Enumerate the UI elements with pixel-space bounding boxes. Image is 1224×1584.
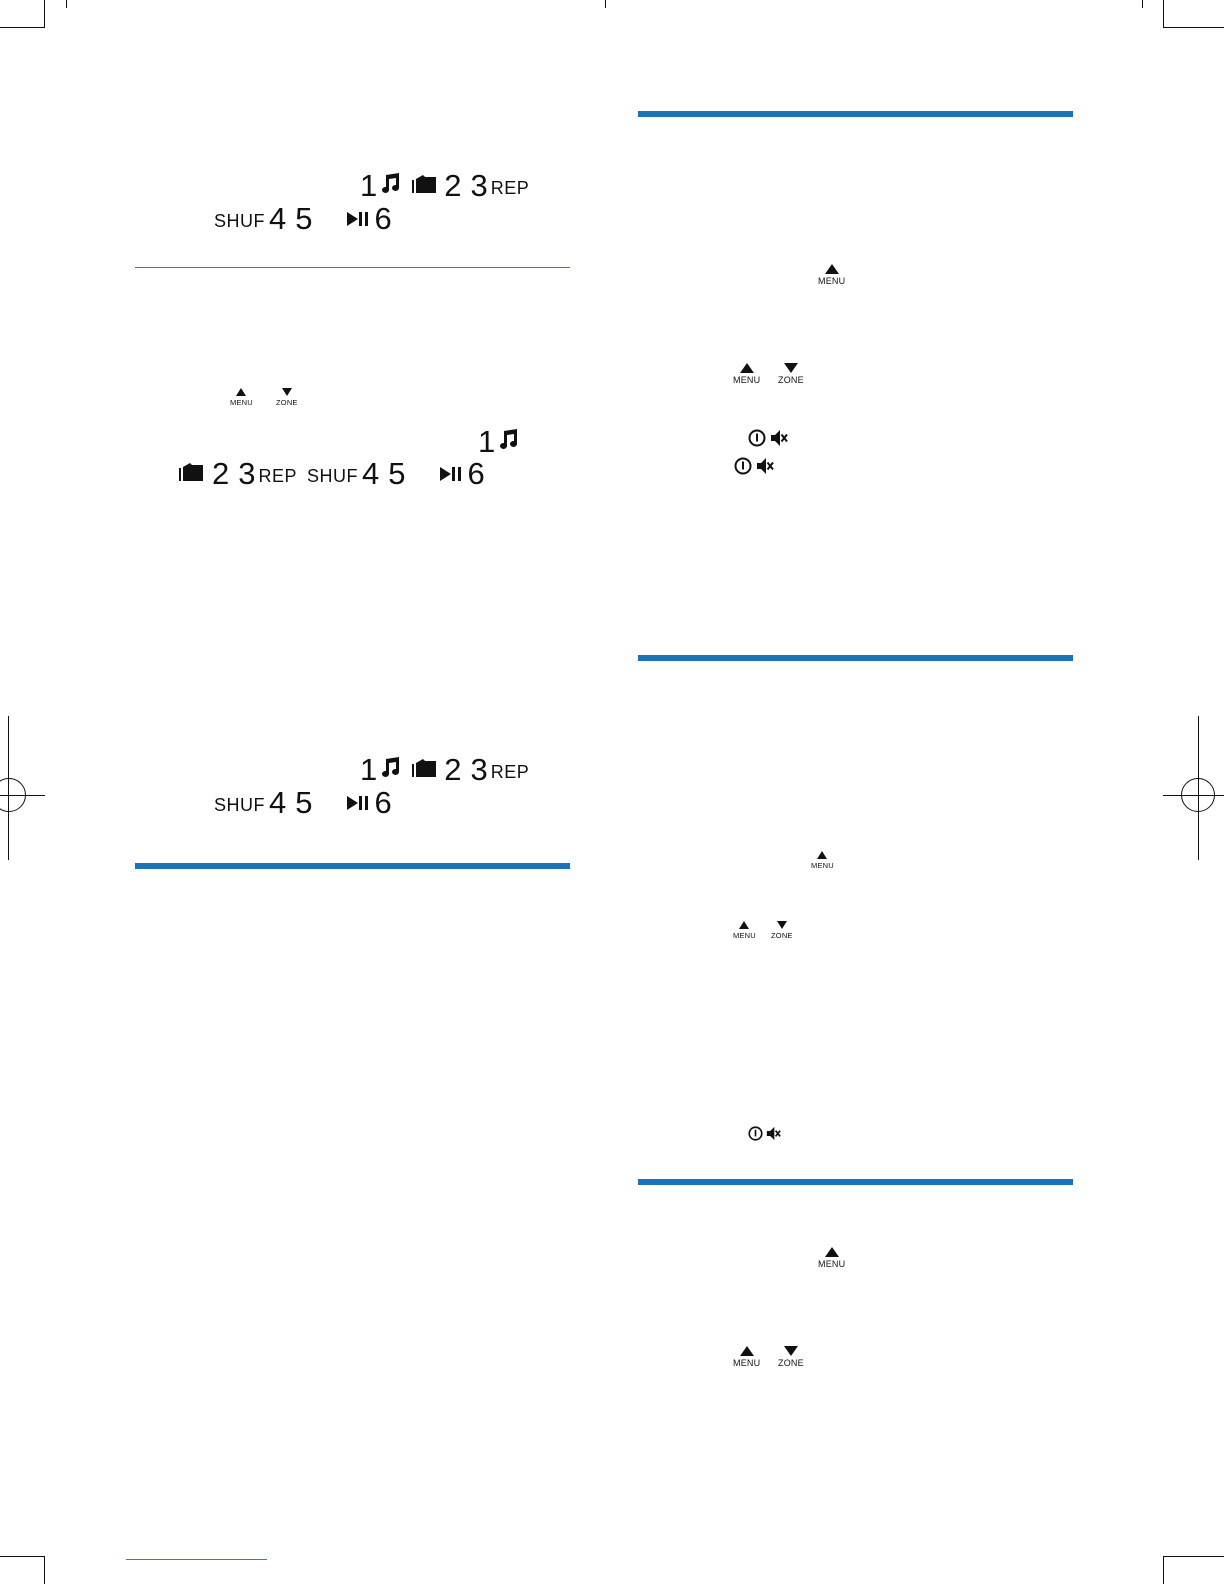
lcd-digit: 6: [467, 456, 486, 491]
menu-key-label: MENU: [733, 375, 761, 385]
lcd-digit: 3: [238, 456, 257, 491]
lcd-display-row: [478, 426, 519, 457]
registration-mark: [1181, 778, 1215, 812]
lcd-digit: 1: [360, 752, 379, 787]
power-mute-key: [748, 1126, 781, 1141]
crop-mark: [0, 27, 45, 28]
lcd-digit: 6: [374, 201, 393, 236]
down-arrow-icon: [784, 363, 798, 373]
section-divider: [638, 655, 1073, 661]
lcd-digit: 5: [295, 201, 314, 236]
crop-mark: [44, 0, 45, 28]
zone-key: [276, 388, 298, 407]
menu-key-label: MENU: [230, 398, 253, 407]
lcd-display-row: [214, 203, 393, 234]
lcd-digit: 5: [388, 456, 407, 491]
folder-icon: [411, 174, 437, 198]
section-divider: [638, 111, 1073, 117]
folder-icon: [178, 462, 204, 486]
up-arrow-icon: [817, 851, 827, 859]
folder-icon: [411, 758, 437, 782]
lcd-digit: 4: [269, 785, 288, 820]
menu-key-label: MENU: [733, 1358, 761, 1368]
section-divider: [135, 863, 570, 869]
music-note-icon: [381, 172, 401, 198]
repeat-indicator: REP: [258, 466, 298, 486]
lcd-display-row: [214, 787, 393, 818]
lcd-digit: 1: [360, 168, 379, 203]
zone-key: [778, 363, 804, 385]
lcd-digit: 3: [470, 168, 489, 203]
zone-key-label: ZONE: [778, 1358, 804, 1368]
mute-icon: [770, 429, 788, 447]
play-pause-icon: [346, 795, 372, 815]
lcd-digit: 4: [269, 201, 288, 236]
section-divider: [638, 1179, 1073, 1185]
up-arrow-icon: [825, 1247, 839, 1257]
menu-key: [811, 851, 834, 870]
down-arrow-icon: [777, 921, 787, 929]
lcd-display-row: [360, 170, 529, 201]
section-divider: [135, 267, 570, 268]
crop-mark: [605, 0, 606, 8]
menu-key: [733, 1346, 760, 1368]
lcd-digit: 2: [444, 168, 463, 203]
lcd-digit: 1: [478, 424, 497, 459]
mute-icon: [766, 1126, 781, 1141]
crop-mark: [44, 1556, 45, 1584]
power-icon: [748, 429, 766, 447]
crop-mark: [1142, 0, 1143, 8]
play-pause-icon: [346, 211, 372, 231]
play-pause-icon: [439, 466, 465, 486]
menu-key-label: MENU: [818, 1259, 846, 1269]
menu-key: [818, 264, 845, 286]
mute-icon: [756, 457, 774, 475]
zone-key: [778, 1346, 804, 1368]
shuffle-indicator: SHUF: [214, 795, 265, 815]
zone-key-label: ZONE: [771, 931, 793, 940]
zone-key-label: ZONE: [778, 375, 804, 385]
lcd-digit: 5: [295, 785, 314, 820]
repeat-indicator: REP: [490, 178, 530, 198]
power-icon: [748, 1126, 763, 1141]
down-arrow-icon: [282, 388, 292, 396]
zone-key: [771, 921, 793, 940]
shuffle-indicator: SHUF: [307, 466, 359, 486]
crop-mark: [66, 0, 67, 8]
down-arrow-icon: [784, 1346, 798, 1356]
lcd-display-row: [360, 754, 529, 785]
menu-key: [733, 363, 760, 385]
power-icon: [734, 457, 752, 475]
music-note-icon: [381, 756, 401, 782]
registration-mark: [0, 778, 26, 812]
crop-mark: [1163, 1556, 1224, 1557]
menu-key-label: MENU: [811, 861, 834, 870]
crop-mark: [1163, 0, 1164, 28]
repeat-indicator: REP: [490, 762, 530, 782]
up-arrow-icon: [740, 1346, 754, 1356]
zone-key-label: ZONE: [276, 398, 298, 407]
up-arrow-icon: [740, 363, 754, 373]
up-arrow-icon: [739, 921, 749, 929]
music-note-icon: [499, 428, 519, 454]
menu-key-label: MENU: [733, 931, 756, 940]
lcd-digit: 2: [444, 752, 463, 787]
lcd-digit: 6: [374, 785, 393, 820]
crop-mark: [0, 1556, 45, 1557]
lcd-digit: 4: [362, 456, 381, 491]
lcd-digit: 2: [212, 456, 231, 491]
footer-link-underline[interactable]: [126, 1559, 267, 1560]
lcd-digit: 3: [470, 752, 489, 787]
crop-mark: [1163, 1556, 1164, 1584]
menu-key: [818, 1247, 845, 1269]
crop-mark: [1163, 27, 1224, 28]
up-arrow-icon: [825, 264, 839, 274]
power-mute-key: [734, 457, 774, 475]
shuffle-indicator: SHUF: [214, 211, 265, 231]
power-mute-key: [748, 429, 788, 447]
menu-key: [733, 921, 756, 940]
up-arrow-icon: [236, 388, 246, 396]
menu-key: [230, 388, 253, 407]
lcd-display-row: [178, 458, 486, 489]
menu-key-label: MENU: [818, 276, 846, 286]
